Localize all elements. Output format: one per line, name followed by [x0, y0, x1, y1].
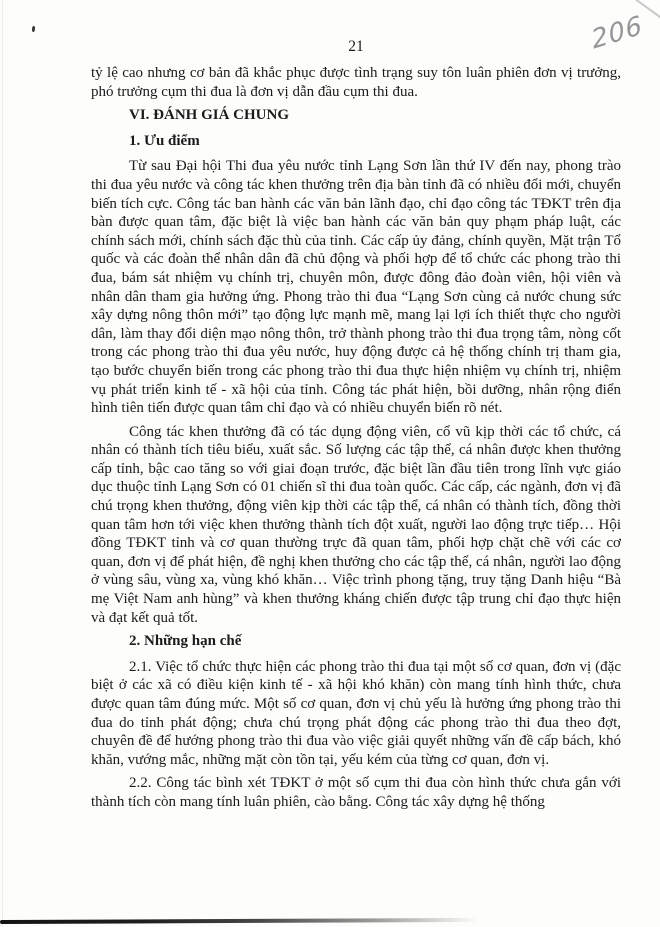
document-body [91, 64, 621, 817]
scan-artifact-bottom-edge [0, 918, 478, 924]
subsection-heading-uu-diem: 1. Ưu điểm [129, 132, 200, 149]
scan-speck [32, 26, 36, 32]
scan-edge-streak [2, 0, 3, 927]
paragraph-han-che-2-1: 2.1. Việc tổ chức thực hiện các phong trào thi đua tại một số cơ quan, đơn vị (đặc biệt ở các xã có điều kiện kinh tế - xã hội khó khăn) còn mang tính hình thức, chưa được quan tâm đúng mức. Một số cơ quan, đơn vị chủ yếu là hưởng ứng phong trào thi đua do tỉnh phát động; chưa chú trọng phát động các phong trào thi đua theo đợt, chuyên đề để hướng phong trào thi đua vào việc giải quyết những vấn đề cấp bách, khó khăn, vướng mắc, những mặt còn tồn tại, yếu kém của từng cơ quan, đơn vị. [91, 658, 621, 768]
page-number: 21 [348, 38, 364, 55]
subsection-heading-han-che: 2. Những hạn chế [129, 633, 242, 650]
section-heading-danh-gia-chung: VI. ĐÁNH GIÁ CHUNG [129, 107, 290, 124]
paragraph-uu-diem-overview: Từ sau Đại hội Thi đua yêu nước tỉnh Lạng Sơn lần thứ IV đến nay, phong trào thi đua yêu nước và công tác khen thưởng trên địa bàn tỉnh đã có nhiều đổi mới, chuyển biến tích cực. Công tác ban hành các văn bản lãnh đạo, chỉ đạo công tác TĐKT trên địa bàn được quan tâm, đặc biệt là việc ban hành các văn bản quy phạm pháp luật, các chính sách mới, chính sách đặc thù của tỉnh. Các cấp ủy đảng, chính quyền, Mặt trận Tổ quốc và các đoàn thể nhân dân đã chủ động và phối hợp để tổ chức các phong trào thi đua, bám sát nhiệm vụ chính trị, chuyên môn, được đông đảo đoàn viên, hội viên và nhân dân tham gia hưởng ứng. Phong trào thi đua “Lạng Sơn cùng cả nước chung sức xây dựng nông thôn mới” tạo động lực mạnh mẽ, mang lại lợi ích thiết thực cho người dân, làm thay đổi diện mạo nông thôn, trở thành phong trào thi đua trọng tâm, nòng cốt trong các phong trào thi đua yêu nước, huy động được cả hệ thống chính trị tham gia, tạo bước chuyển biến trong các phong trào thi đua thực hiện nhiệm vụ chính trị, nhiệm vụ phát triển kinh tế - xã hội của tỉnh. Công tác phát hiện, bồi dưỡng, nhân rộng điển hình tiên tiến được quan tâm chỉ đạo và có nhiều chuyển biến rõ nét. [91, 158, 621, 417]
handwritten-page-note: 206 [589, 10, 646, 56]
paragraph-han-che-2-2: 2.2. Công tác bình xét TĐKT ở một số cụm thi đua còn hình thức chưa gắn với thành tích còn mang tính luân phiên, cào bằng. Công tác xây dựng hệ thống [91, 775, 621, 810]
paragraph-continuation: tỷ lệ cao nhưng cơ bản đã khắc phục được tình trạng suy tôn luân phiên đơn vị trưởng, phó trưởng cụm thi đua là đơn vị dẫn đầu cụm thi đua. [91, 65, 621, 100]
paragraph-khen-thuong: Công tác khen thưởng đã có tác dụng động viên, cổ vũ kịp thời các tổ chức, cá nhân có thành tích tiêu biểu, xuất sắc. Số lượng các tập thể, cá nhân được khen thưởng cấp tỉnh, bậc cao tăng so với giai đoạn trước, đặc biệt lần đầu tiên trong lĩnh vực giáo dục thuộc tỉnh Lạng Sơn có 01 chiến sĩ thi đua toàn quốc. Các cấp, các ngành, đơn vị đã chú trọng khen thưởng, động viên kịp thời các tập thể, cá nhân có thành tích, đồng thời quan tâm hơn tới việc khen thưởng thành tích đột xuất, người lao động trực tiếp… Hội đồng TĐKT tỉnh và cơ quan thường trực đã quan tâm, phối hợp chặt chẽ với các cơ quan, đơn vị để phát hiện, đề nghị khen thưởng cho các tập thể, cá nhân, người lao động ở vùng sâu, vùng xa, vùng khó khăn… Việc trình phong tặng, truy tặng Danh hiệu “Bà mẹ Việt Nam anh hùng” và khen thưởng kháng chiến được tập trung chỉ đạo thực hiện và đạt kết quả tốt. [91, 423, 621, 626]
